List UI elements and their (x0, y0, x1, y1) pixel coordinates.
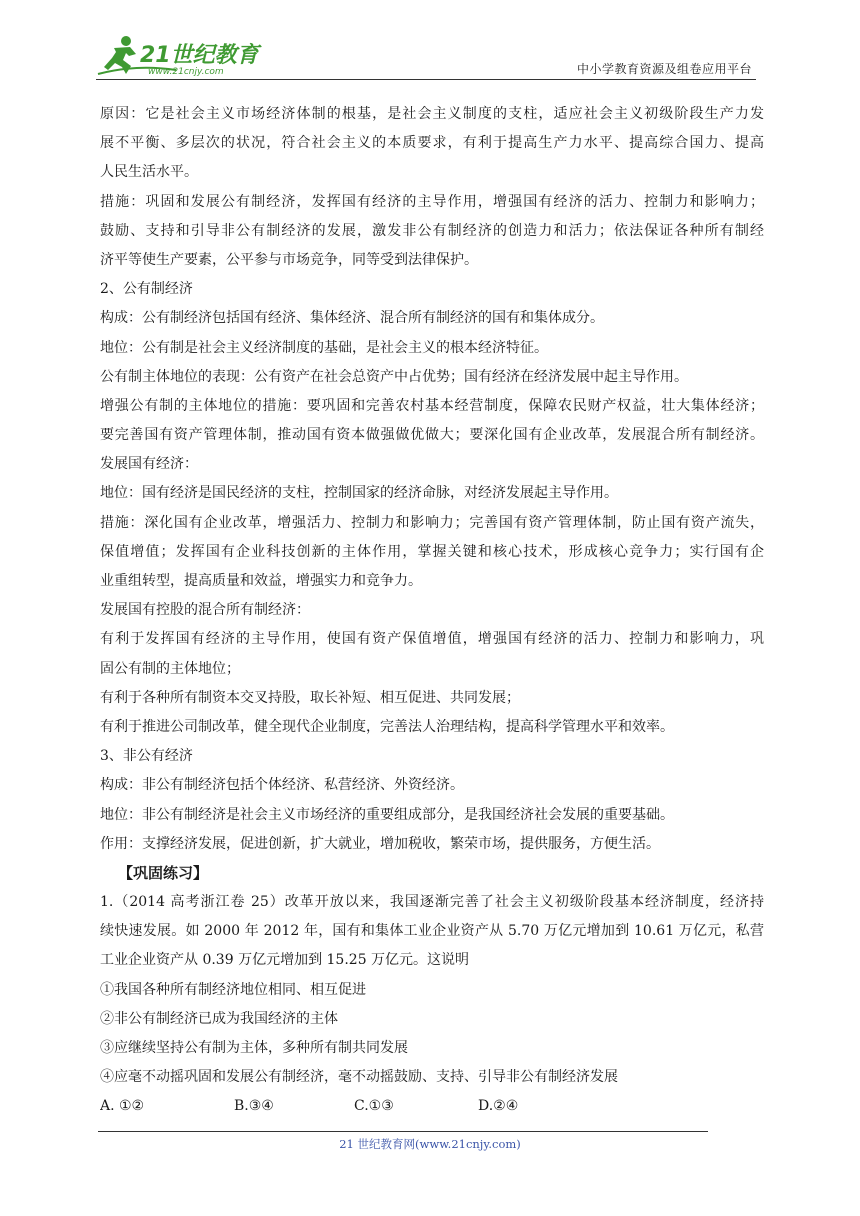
body-line: 有利于各种所有制资本交叉持股，取长补短、相互促进、共同发展； (100, 689, 520, 706)
body-line: 原因：它是社会主义市场经济体制的根基，是社会主义制度的支柱，适应社会主义初级阶段生产力发 (100, 106, 764, 122)
site-logo (96, 34, 266, 80)
question-line: 续快速发展。如 2000 年 2012 年，国有和集体工业企业资产从 5.70 万亿元增加到 10.61 万亿元，私营 (100, 923, 764, 940)
logo-text: 21世纪教育 (140, 43, 259, 68)
section-title: 3、非公有经济 (100, 748, 193, 765)
body-line: 济平等使生产要素，公平参与市场竞争，同等受到法律保护。 (100, 251, 478, 268)
body-line: 要完善国有资产管理体制，推动国有资本做强做优做大；要深化国有企业改革，发展混合所有制经济。 (100, 427, 764, 444)
body-line: 作用：支撑经济发展，促进创新，扩大就业，增加税收，繁荣市场，提供服务，方便生活。 (100, 835, 660, 852)
body-line: 构成：公有制经济包括国有经济、集体经济、混合所有制经济的国有和集体成分。 (100, 310, 604, 327)
body-line: 地位：非公有制经济是社会主义市场经济的重要组成部分，是我国经济社会发展的重要基础。 (100, 806, 674, 823)
body-line: 发展国有经济： (100, 456, 198, 473)
answer-options (100, 1092, 764, 1121)
body-line: 地位：公有制是社会主义经济制度的基础，是社会主义的根本经济特征。 (100, 339, 548, 356)
statement-item: ①我国各种所有制经济地位相同、相互促进 (100, 981, 366, 998)
option-b: B.③④ (234, 1098, 274, 1115)
document-body (100, 100, 764, 1122)
platform-name: 中小学教育资源及组卷应用平台 (576, 62, 752, 76)
body-line: 保值增值；发挥国有企业科技创新的主体作用，掌握关键和核心技术，形成核心竞争力；实行国有企 (100, 543, 764, 560)
question-line: 工业企业资产从 0.39 万亿元增加到 15.25 万亿元。这说明 (100, 952, 470, 969)
body-line: 措施：巩固和发展公有制经济，发挥国有经济的主导作用，增强国有经济的活力、控制力和影响力； (100, 193, 764, 210)
body-line: 公有制主体地位的表现：公有资产在社会总资产中占优势；国有经济在经济发展中起主导作用。 (100, 368, 688, 385)
body-line: 发展国有控股的混合所有制经济： (100, 602, 310, 619)
body-line: 有利于推进公司制改革，健全现代企业制度，完善法人治理结构，提高科学管理水平和效率。 (100, 718, 674, 735)
statement-item: ③应继续坚持公有制为主体，多种所有制共同发展 (100, 1040, 408, 1056)
logo-url: www.21cnjy.com (148, 67, 224, 77)
practice-heading: 【巩固练习】 (118, 863, 209, 882)
body-line: 地位：国有经济是国民经济的支柱，控制国家的经济命脉，对经济发展起主导作用。 (100, 485, 618, 502)
option-d: D.②④ (478, 1098, 519, 1115)
body-line: 构成：非公有制经济包括个体经济、私营经济、外资经济。 (100, 777, 464, 794)
runner-logo-icon (96, 34, 266, 80)
body-line: 措施：深化国有企业改革，增强活力、控制力和影响力；完善国有资产管理体制，防止国有资产流失， (100, 514, 764, 531)
body-line: 鼓励、支持和引导非公有制经济的发展，激发非公有制经济的创造力和活力；依法保证各种所有制经 (100, 222, 764, 239)
footer-divider (98, 1131, 708, 1132)
option-c: C.①③ (354, 1098, 394, 1115)
body-line: 业重组转型，提高质量和效益，增强实力和竞争力。 (100, 573, 422, 589)
body-line: 增强公有制的主体地位的措施：要巩固和完善农村基本经营制度，保障农民财产权益，壮大集体经济； (100, 397, 764, 414)
statement-item: ②非公有制经济已成为我国经济的主体 (100, 1010, 338, 1027)
body-line: 人民生活水平。 (100, 164, 198, 181)
page-header (96, 34, 760, 82)
body-line: 展不平衡、多层次的状况，符合社会主义的本质要求，有利于提高生产力水平、提高综合国力、提高 (100, 135, 764, 152)
statement-item: ④应毫不动摇巩固和发展公有制经济，毫不动摇鼓励、支持、引导非公有制经济发展 (100, 1069, 618, 1086)
page-footer: 21 世纪教育网(www.21cnjy.com) (339, 1137, 521, 1151)
body-line: 固公有制的主体地位； (100, 660, 240, 677)
question-line: 1.（2014 高考浙江卷 25）改革开放以来，我国逐渐完善了社会主义初级阶段基本经济制度，经济持 (100, 894, 764, 911)
option-a: A. ①② (100, 1098, 145, 1115)
section-title: 2、公有制经济 (100, 281, 193, 298)
header-divider (96, 79, 756, 80)
body-line: 有利于发挥国有经济的主导作用，使国有资产保值增值，增强国有经济的活力、控制力和影响力，巩 (100, 631, 764, 648)
